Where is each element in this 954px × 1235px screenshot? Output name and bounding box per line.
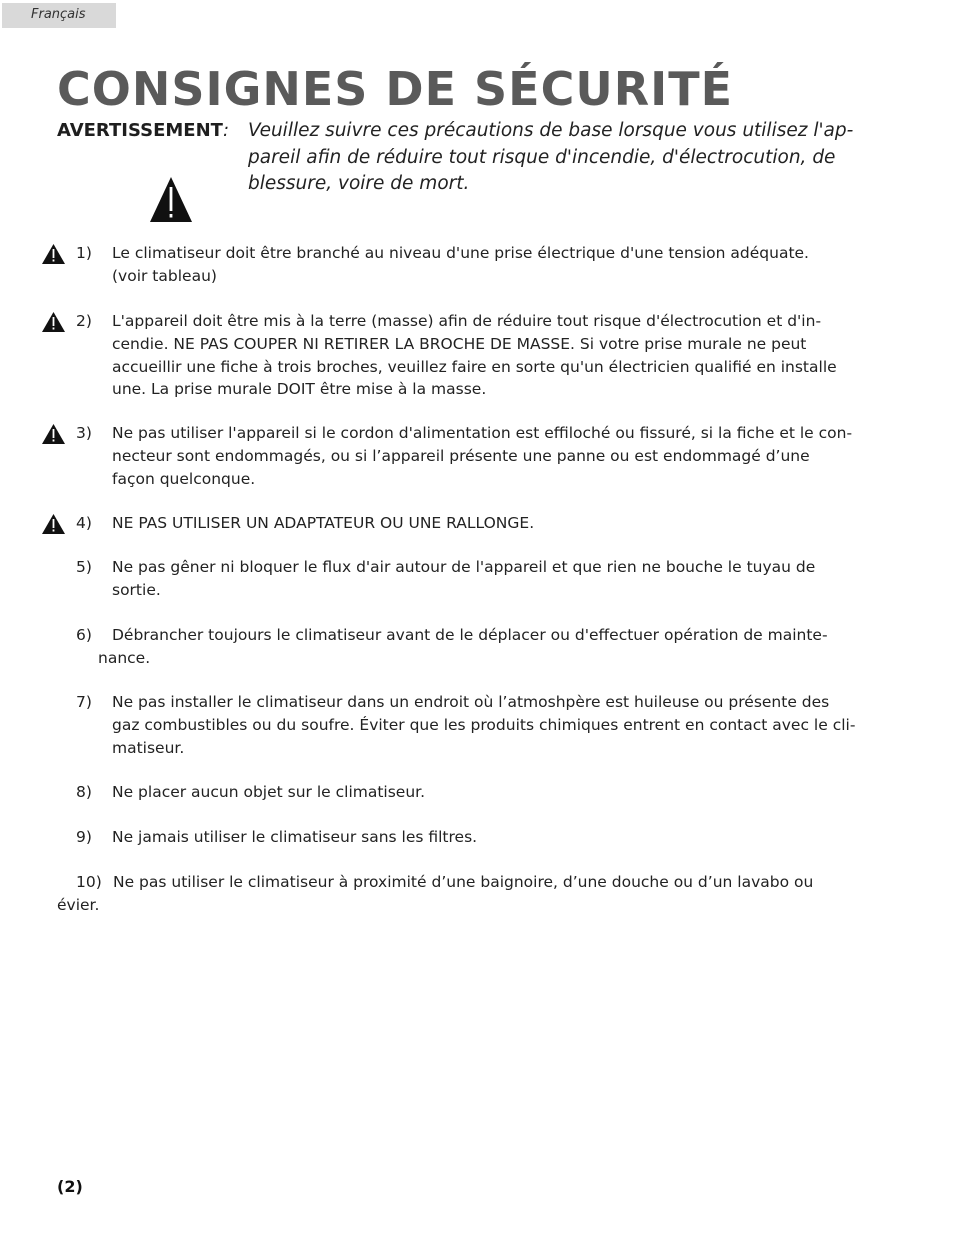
- warning-text: Veuillez suivre ces précautions de base lorsque vous utilisez l'ap-pareil afin de réduire tout risque d'incendie, d'électrocution, de blessure, voire de mort.: [248, 120, 854, 194]
- item-text-line: Ne pas utiliser l'appareil si le cordon d'alimentation est effiloché ou fissuré, si la fiche et le con-: [112, 424, 853, 442]
- item-number: 8): [76, 783, 92, 801]
- item-text-line: cendie. NE PAS COUPER NI RETIRER LA BROCHE DE MASSE. Si votre prise murale ne peut: [112, 334, 807, 353]
- item-text-line: nance.: [98, 648, 151, 667]
- item-text-line: L'appareil doit être mis à la terre (masse) afin de réduire tout risque d'électrocution et d'in-: [112, 312, 822, 330]
- instruction-item: [40, 242, 898, 288]
- page-title: CONSIGNES DE SÉCURITÉ: [57, 62, 734, 116]
- warning-triangle-icon: [42, 312, 65, 332]
- instruction-item: [40, 310, 898, 401]
- item-number: 3): [76, 424, 92, 442]
- item-text-line: NE PAS UTILISER UN ADAPTATEUR OU UNE RALLONGE.: [112, 514, 535, 532]
- item-number: 2): [76, 312, 92, 330]
- item-number: 9): [76, 828, 92, 846]
- warning-label: [57, 118, 229, 144]
- item-text-line: (voir tableau): [112, 266, 217, 285]
- item-text-line: accueillir une fiche à trois broches, veuillez faire en sorte qu'un électricien qualifié en installe: [112, 357, 837, 376]
- item-text-line: Débrancher toujours le climatiseur avant de le déplacer ou d'effectuer opération de mainte-: [112, 626, 828, 644]
- item-number: 7): [76, 693, 92, 711]
- instruction-item: [40, 871, 898, 917]
- item-number: 4): [76, 514, 92, 532]
- item-text-line: Ne pas installer le climatiseur dans un endroit où l’atmoshpère est huileuse ou présente des: [112, 693, 830, 711]
- item-text-line: Ne jamais utiliser le climatiseur sans les filtres.: [112, 828, 478, 846]
- item-text-line: necteur sont endommagés, ou si l’appareil présente une panne ou est endommagé d’une: [112, 446, 810, 465]
- item-text-line: façon quelconque.: [112, 469, 256, 488]
- item-text-line: Ne placer aucun objet sur le climatiseur.: [112, 783, 426, 801]
- item-text-line: gaz combustibles ou du soufre. Éviter que les produits chimiques entrent en contact avec le cli-: [112, 715, 856, 734]
- item-text-line: Ne pas utiliser le climatiseur à proximité d’une baignoire, d’une douche ou d’un lavabo ou: [113, 873, 814, 891]
- instruction-item: [40, 624, 898, 670]
- item-text-line: Ne pas gêner ni bloquer le flux d'air autour de l'appareil et que rien ne bouche le tuyau de: [112, 558, 816, 576]
- item-number: 6): [76, 626, 92, 644]
- item-number: 1): [76, 244, 92, 262]
- warning-triangle-icon: [42, 424, 65, 444]
- warning-colon: :: [222, 120, 230, 141]
- page-number: (2): [57, 1177, 83, 1196]
- item-text-line: une. La prise murale DOIT être mise à la masse.: [112, 380, 487, 399]
- item-number: 10): [76, 873, 102, 891]
- item-text-line: Le climatiseur doit être branché au niveau d'une prise électrique d'une tension adéquate.: [112, 244, 809, 262]
- warning-triangle-icon: [42, 244, 65, 264]
- item-text-line: évier.: [57, 895, 100, 914]
- instruction-item: [40, 826, 898, 849]
- language-tab: Français: [2, 3, 116, 28]
- warning-triangle-icon: [150, 177, 192, 222]
- item-text-line: matiseur.: [112, 738, 185, 757]
- instruction-item: [40, 556, 898, 602]
- instruction-item: [40, 512, 898, 535]
- instruction-item: [40, 422, 898, 490]
- instruction-item: [40, 691, 898, 759]
- item-number: 5): [76, 558, 92, 576]
- item-text-line: sortie.: [112, 580, 161, 599]
- instruction-item: [40, 781, 898, 804]
- warning-label-text: AVERTISSEMENT: [57, 120, 223, 141]
- warning-triangle-icon: [42, 514, 65, 534]
